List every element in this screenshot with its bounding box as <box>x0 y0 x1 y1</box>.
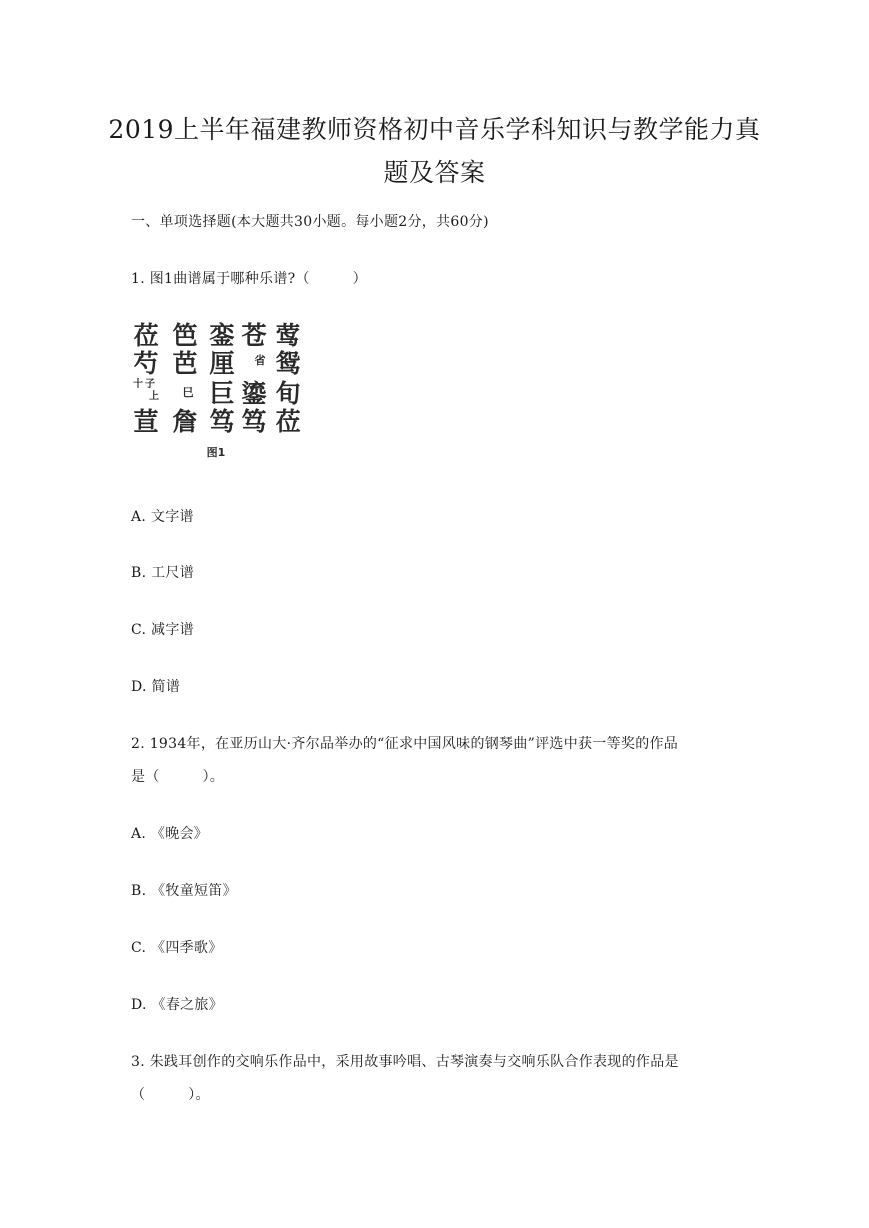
section-heading: 一、单项选择题(本大题共30小题。每小题2分，共60分) <box>131 214 489 230</box>
question-2-option-a: A. 《晚会》 <box>131 826 209 842</box>
notation-glyph: 巨 <box>209 379 235 408</box>
notation-glyph: 子 <box>145 379 155 390</box>
notation-glyph: 上 <box>149 391 159 402</box>
figure-1-jianzipu-image <box>126 316 304 464</box>
notation-glyph: 巳 <box>182 386 194 399</box>
notation-glyph: 鸳 <box>275 349 301 378</box>
question-2-stem-line1: 2. 1934年，在亚历山大·齐尔品举办的“征求中国风味的钢琴曲”评选中获一等奖的作品 <box>131 736 679 752</box>
notation-glyph: 芍 <box>133 349 159 378</box>
question-2-option-c: C. 《四季歌》 <box>131 940 223 956</box>
question-2-stem-line2: 是（ ）。 <box>131 769 225 785</box>
notation-glyph: 詹 <box>172 407 198 436</box>
question-2-option-b: B. 《牧童短笛》 <box>131 883 237 899</box>
question-3-stem-line1: 3. 朱践耳创作的交响乐作品中，采用故事吟唱、古琴演奏与交响乐队合作表现的作品是 <box>131 1054 679 1070</box>
question-2-option-d: D. 《春之旅》 <box>131 997 224 1013</box>
notation-glyph: 苍 <box>241 321 267 350</box>
notation-glyph: 芭 <box>172 349 198 378</box>
question-1-stem: 1. 图1曲谱属于哪种乐谱?（ ） <box>131 271 367 287</box>
notation-glyph: 銮 <box>209 321 235 350</box>
question-3-stem-line2: （ ）。 <box>131 1087 210 1103</box>
notation-glyph: 莅 <box>275 407 301 436</box>
figure-caption: 图1 <box>206 446 226 459</box>
question-1-option-c: C. 减字谱 <box>131 622 194 638</box>
notation-glyph: 十 <box>133 379 143 390</box>
document-title-line2: 题及答案 <box>383 158 486 187</box>
notation-glyph: 荁 <box>133 407 159 436</box>
notation-glyph: 莅 <box>133 321 159 350</box>
notation-glyph: 省 <box>254 354 266 367</box>
question-1-option-a: A. 文字谱 <box>131 509 194 525</box>
notation-glyph: 厘 <box>209 349 235 378</box>
notation-glyph: 笃 <box>209 407 235 436</box>
notation-glyph: 鎏 <box>241 379 267 408</box>
question-1-option-b: B. 工尺谱 <box>131 565 194 581</box>
notation-glyph: 笃 <box>241 407 267 436</box>
question-1-option-d: D. 简谱 <box>131 679 181 695</box>
notation-glyph: 莺 <box>275 321 301 350</box>
notation-glyph: 旬 <box>275 379 301 408</box>
document-title-line1: 2019上半年福建教师资格初中音乐学科知识与教学能力真 <box>108 115 761 144</box>
notation-glyph: 笆 <box>172 321 198 350</box>
